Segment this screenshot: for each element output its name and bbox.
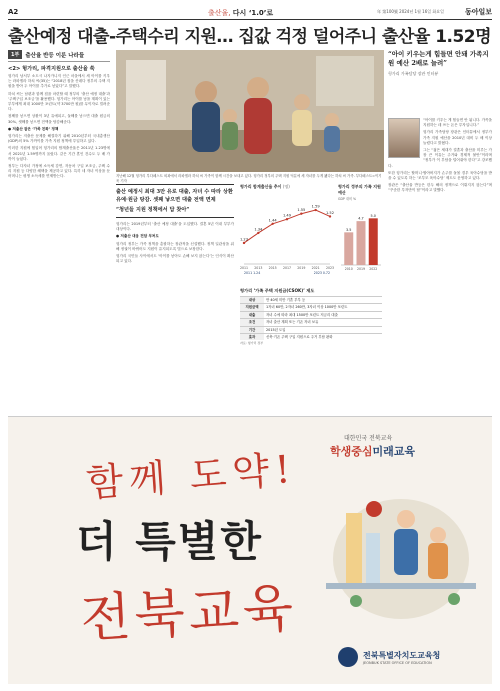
paragraph: “아이를 키우는 게 힘들면 안 됩니다. 가족을 지원하는 데 쓰는 돈은 투자입니다.”: [423, 118, 492, 128]
section-title: [208, 8, 273, 18]
ad-slogan-3: 전북교육: [78, 578, 299, 650]
chart-unit: (명): [282, 184, 290, 189]
page-header: [8, 6, 492, 20]
pull-quote-text-2: “청년들 지원 정책에서 답 찾아”: [116, 207, 190, 213]
paragraph: 헝가리 국민들 사이에서도 ‘아이를 낳아도 손해 보지 않는다’는 인식이 확산되고 있다.: [116, 254, 234, 264]
chart-title: 헝가리 합계출산율 추이: [240, 184, 282, 189]
policy-table: [240, 288, 382, 396]
data-label: 1.23: [240, 237, 249, 242]
ad-slogan-2: 더 특별한: [76, 517, 263, 566]
paragraph: 또한 헝가리는 할머니·할아버지가 손주를 돌볼 경우 육아수당을 받을 수 있도록 하는 ‘조부모 육아수당’ 제도도 운영하고 있다.: [388, 170, 492, 181]
family-photo-illustration: [116, 50, 384, 172]
ad-tag-a: 학생중심: [330, 445, 373, 458]
x-tick-label: 2021: [311, 266, 320, 270]
fertility-chart: [240, 184, 334, 280]
bar-value-label: 5.0: [370, 213, 376, 218]
ad-tag-big: [330, 443, 415, 459]
data-point: [329, 215, 331, 217]
bar-value-label: 3.5: [346, 227, 352, 232]
family-photo: [116, 50, 384, 172]
paragraph: 이러한 지원에 힘입어 헝가리의 합계출산율은 2011년 1.23명에서 2021년 1.59명까지 올랐다. 같은 기간 혼인 건수도 두 배 가까이 늘었다.: [8, 146, 110, 161]
minister-portrait: [388, 118, 420, 158]
data-point: [271, 223, 273, 225]
education-office-emblem-icon: [338, 647, 358, 667]
series-number: 1부: [8, 50, 22, 59]
paragraph: 장관은 “출산율 반등은 한두 해의 정책으로 이뤄지지 않는다”며 “꾸준한 투자만이 답”이라고 말했다.: [388, 183, 492, 193]
table-value: 만 40세 미만 기혼 부부 등: [264, 297, 382, 304]
table-value: 신축·기존 주택 구입 지원으로 주거 부담 완화: [264, 334, 382, 341]
fertility-line-chart: [240, 190, 334, 276]
paragraph: 헝가리 남서부 소도시 나지카니저 인근 마을에서 세 아이를 키우는 라파엘라 하치 씨(35)는 “2018년 집을 산데다 정부의 주택 지원을 받아 두 아이를 추가로 낳았다”고 말했다.: [8, 74, 110, 89]
issue-date: 年 第100號 2024년 1월 16일 화요일: [377, 9, 444, 14]
table-row: [240, 304, 382, 311]
interview-quote: [388, 50, 492, 77]
table-key: 효과: [240, 334, 264, 341]
table-row: [240, 326, 382, 333]
korea-start-label: 2011 1.24: [244, 271, 261, 275]
kicker-divider: [8, 61, 110, 62]
paragraph: 그는 “젊은 세대가 결혼과 출산을 미루는 가장 큰 이유는 주거와 경제적 불안”이라며 “정부가 이 부담을 덜어줘야 한다”고 강조했다.: [388, 148, 492, 168]
data-point: [243, 242, 245, 244]
x-tick-label: 2013: [254, 266, 263, 270]
newspaper-logo: 동아일보: [464, 7, 492, 16]
table-row: [240, 319, 382, 326]
table-key: 지원금액: [240, 304, 264, 311]
paragraph: 헝가리 가족담당 장관은 인터뷰에서 정부가 가족 지원 예산을 2010년 대비 두 배 이상 늘렸다고 밝혔다.: [423, 130, 492, 145]
ad-org-english: JEONBUK STATE OFFICE OF EDUCATION: [363, 660, 432, 665]
budget-chart-unit: GDP 대비 %: [338, 197, 357, 201]
left-body: [8, 74, 110, 180]
photo-caption: 지난해 12월 헝가리 부다페스트 외곽에서 라파엘라 하치 씨 가족이 함께 시간을 보내고 있다. 헝가리 정부의 주택 지원 덕분에 세 자녀를 두게 됐다는 하치 씨 가족. 부다페스트=이기욱 기자: [116, 174, 382, 183]
table-key: 대상: [240, 297, 264, 304]
section-sub: 다시 ‘1.0’로: [232, 9, 274, 17]
bar-value-label: 4.7: [358, 216, 364, 221]
ad-illustration: [326, 479, 476, 629]
data-point: [257, 232, 259, 234]
section-subhead: ● 저출산 잡은 ‘가족 친화’ 정책: [8, 126, 59, 131]
budget-chart: [338, 184, 384, 280]
paragraph: 헝가리는 저출산 문제를 해결하기 위해 2010년부터 국내총생산(GDP)의 5% 가까이를 가족 지원 정책에 투입하고 있다.: [8, 134, 110, 144]
bar-category-label: 2022: [369, 267, 378, 271]
pull-quote: [116, 184, 234, 218]
x-tick-label: 2023: [325, 266, 334, 270]
section-main: 출산율,: [208, 9, 231, 17]
x-tick-label: 2017: [282, 266, 292, 270]
paragraph: 하치 씨는 남편과 함께 집을 마련할 때 정부의 ‘출산 예정 대출’과 ‘주택구입 보조금’을 활용했다. 헝가리는 아이를 낳을 계획이 있는 부부에게 최대 1000만 포린트(약 3700만 원)를 무이자로 빌려준다.: [8, 91, 110, 112]
paragraph: 첫째를 낳으면 상환이 3년 유예되고, 둘째를 낳으면 대출 원금의 30%, 셋째를 낳으면 전액을 탕감해준다.: [8, 114, 110, 124]
ad-org-name: 전북특별자치도교육청: [363, 650, 441, 660]
table-source: 자료: 헝가리 정부: [240, 341, 264, 346]
table-row: [240, 311, 382, 318]
second-column-body: [116, 222, 234, 266]
bar-category-label: 2019: [356, 267, 366, 271]
pull-quote-text: 출산 예정시 최대 3만 유로 대출, 자녀 수 따라 상환 유예·원금 탕감. 셋째 낳으면 대출 전액 면제: [116, 189, 233, 203]
charts-area: [240, 184, 384, 284]
table-row: [240, 297, 382, 304]
data-label: 1.34: [254, 227, 263, 232]
interview-byline: 헝가리 가족담당 장관 인터뷰: [388, 71, 439, 76]
policy-table-grid: [240, 296, 382, 340]
table-value: 1자녀 60만, 2자녀 260만, 3자녀 이상 1000만 포린트: [264, 304, 382, 311]
korea-end-label: 2023 0.72: [313, 271, 330, 275]
series-kicker: [8, 50, 110, 59]
main-headline: 출산예정 대출-주택수리 지원… 집값 걱정 덜어주니 출산율 1.52명: [8, 27, 492, 47]
budget-bar: [357, 221, 366, 265]
budget-bar: [369, 218, 378, 265]
bar-category-label: 2010: [344, 267, 353, 271]
ad-footer: [338, 647, 440, 667]
table-value: 자녀 출산 계획 또는 기존 자녀 보유: [264, 319, 382, 326]
table-key: 기간: [240, 326, 264, 333]
table-key: 조건: [240, 319, 264, 326]
table-value: 2015년 도입: [264, 326, 382, 333]
series-title: 출산율 반등 이룬 나라들: [25, 52, 85, 59]
right-column: [388, 118, 492, 196]
table-key: 대출: [240, 311, 264, 318]
paragraph: 헝가리는 2019년부터 ‘출산 예정 대출’을 도입했다. 결혼 5년 이내 부부가 대상이다.: [116, 222, 234, 232]
paragraph: 정부는 다자녀 가정에 소득세 감면, 자동차 구입 보조금, 주택 수리 지원 등 다양한 혜택을 제공하고 있다. 특히 네 자녀 이상을 둔 어머니는 평생 소득세를 면제받는다.: [8, 164, 110, 179]
data-label: 1.55: [297, 208, 306, 213]
data-point: [300, 213, 302, 215]
data-label: 1.59: [311, 204, 320, 209]
budget-bar-chart: [338, 201, 384, 277]
paragraph: 헝가리 정부는 가족 정책을 총괄하는 장관직을 신설했다. 정책 일관성을 위해 정권이 바뀌어도 지원이 유지되도록 법으로 보장한다.: [116, 241, 234, 251]
table-value: 자녀 수에 따라 최대 1500만 포린트 저금리 대출: [264, 311, 382, 318]
data-point: [286, 218, 288, 220]
x-tick-label: 2019: [297, 266, 306, 270]
data-label: 1.44: [268, 218, 277, 223]
ad-tag-small: 대한민국 전북교육: [344, 435, 393, 442]
data-label: 1.49: [282, 213, 292, 218]
article-subhead: <2> 헝가리, 파격지원으로 출산율 쑥: [8, 66, 95, 72]
budget-bar: [344, 232, 353, 265]
x-tick-label: 2011: [240, 266, 249, 270]
table-title: 헝가리 ‘가족 주택 지원금(CSOK)’ 제도: [240, 288, 315, 293]
page-number: A2: [8, 8, 19, 16]
left-column: [8, 50, 110, 182]
ad-slogan-1: 함께 도약!: [84, 446, 298, 506]
data-point: [314, 209, 316, 211]
advertisement[interactable]: [8, 416, 492, 684]
data-label: 1.52: [325, 210, 334, 215]
table-row: [240, 334, 382, 341]
section-subhead: ● 저출산 대응 전담 부처도: [116, 234, 159, 239]
budget-chart-title: 헝가리 정부의 가족 지원 예산: [338, 184, 381, 195]
interview-headline: “아이 키우는게 힘들면 안돼 가족지원 예산 2배로 늘려”: [388, 50, 489, 67]
x-tick-label: 2015: [268, 266, 277, 270]
ad-tag-b: 미래교육: [372, 445, 416, 458]
